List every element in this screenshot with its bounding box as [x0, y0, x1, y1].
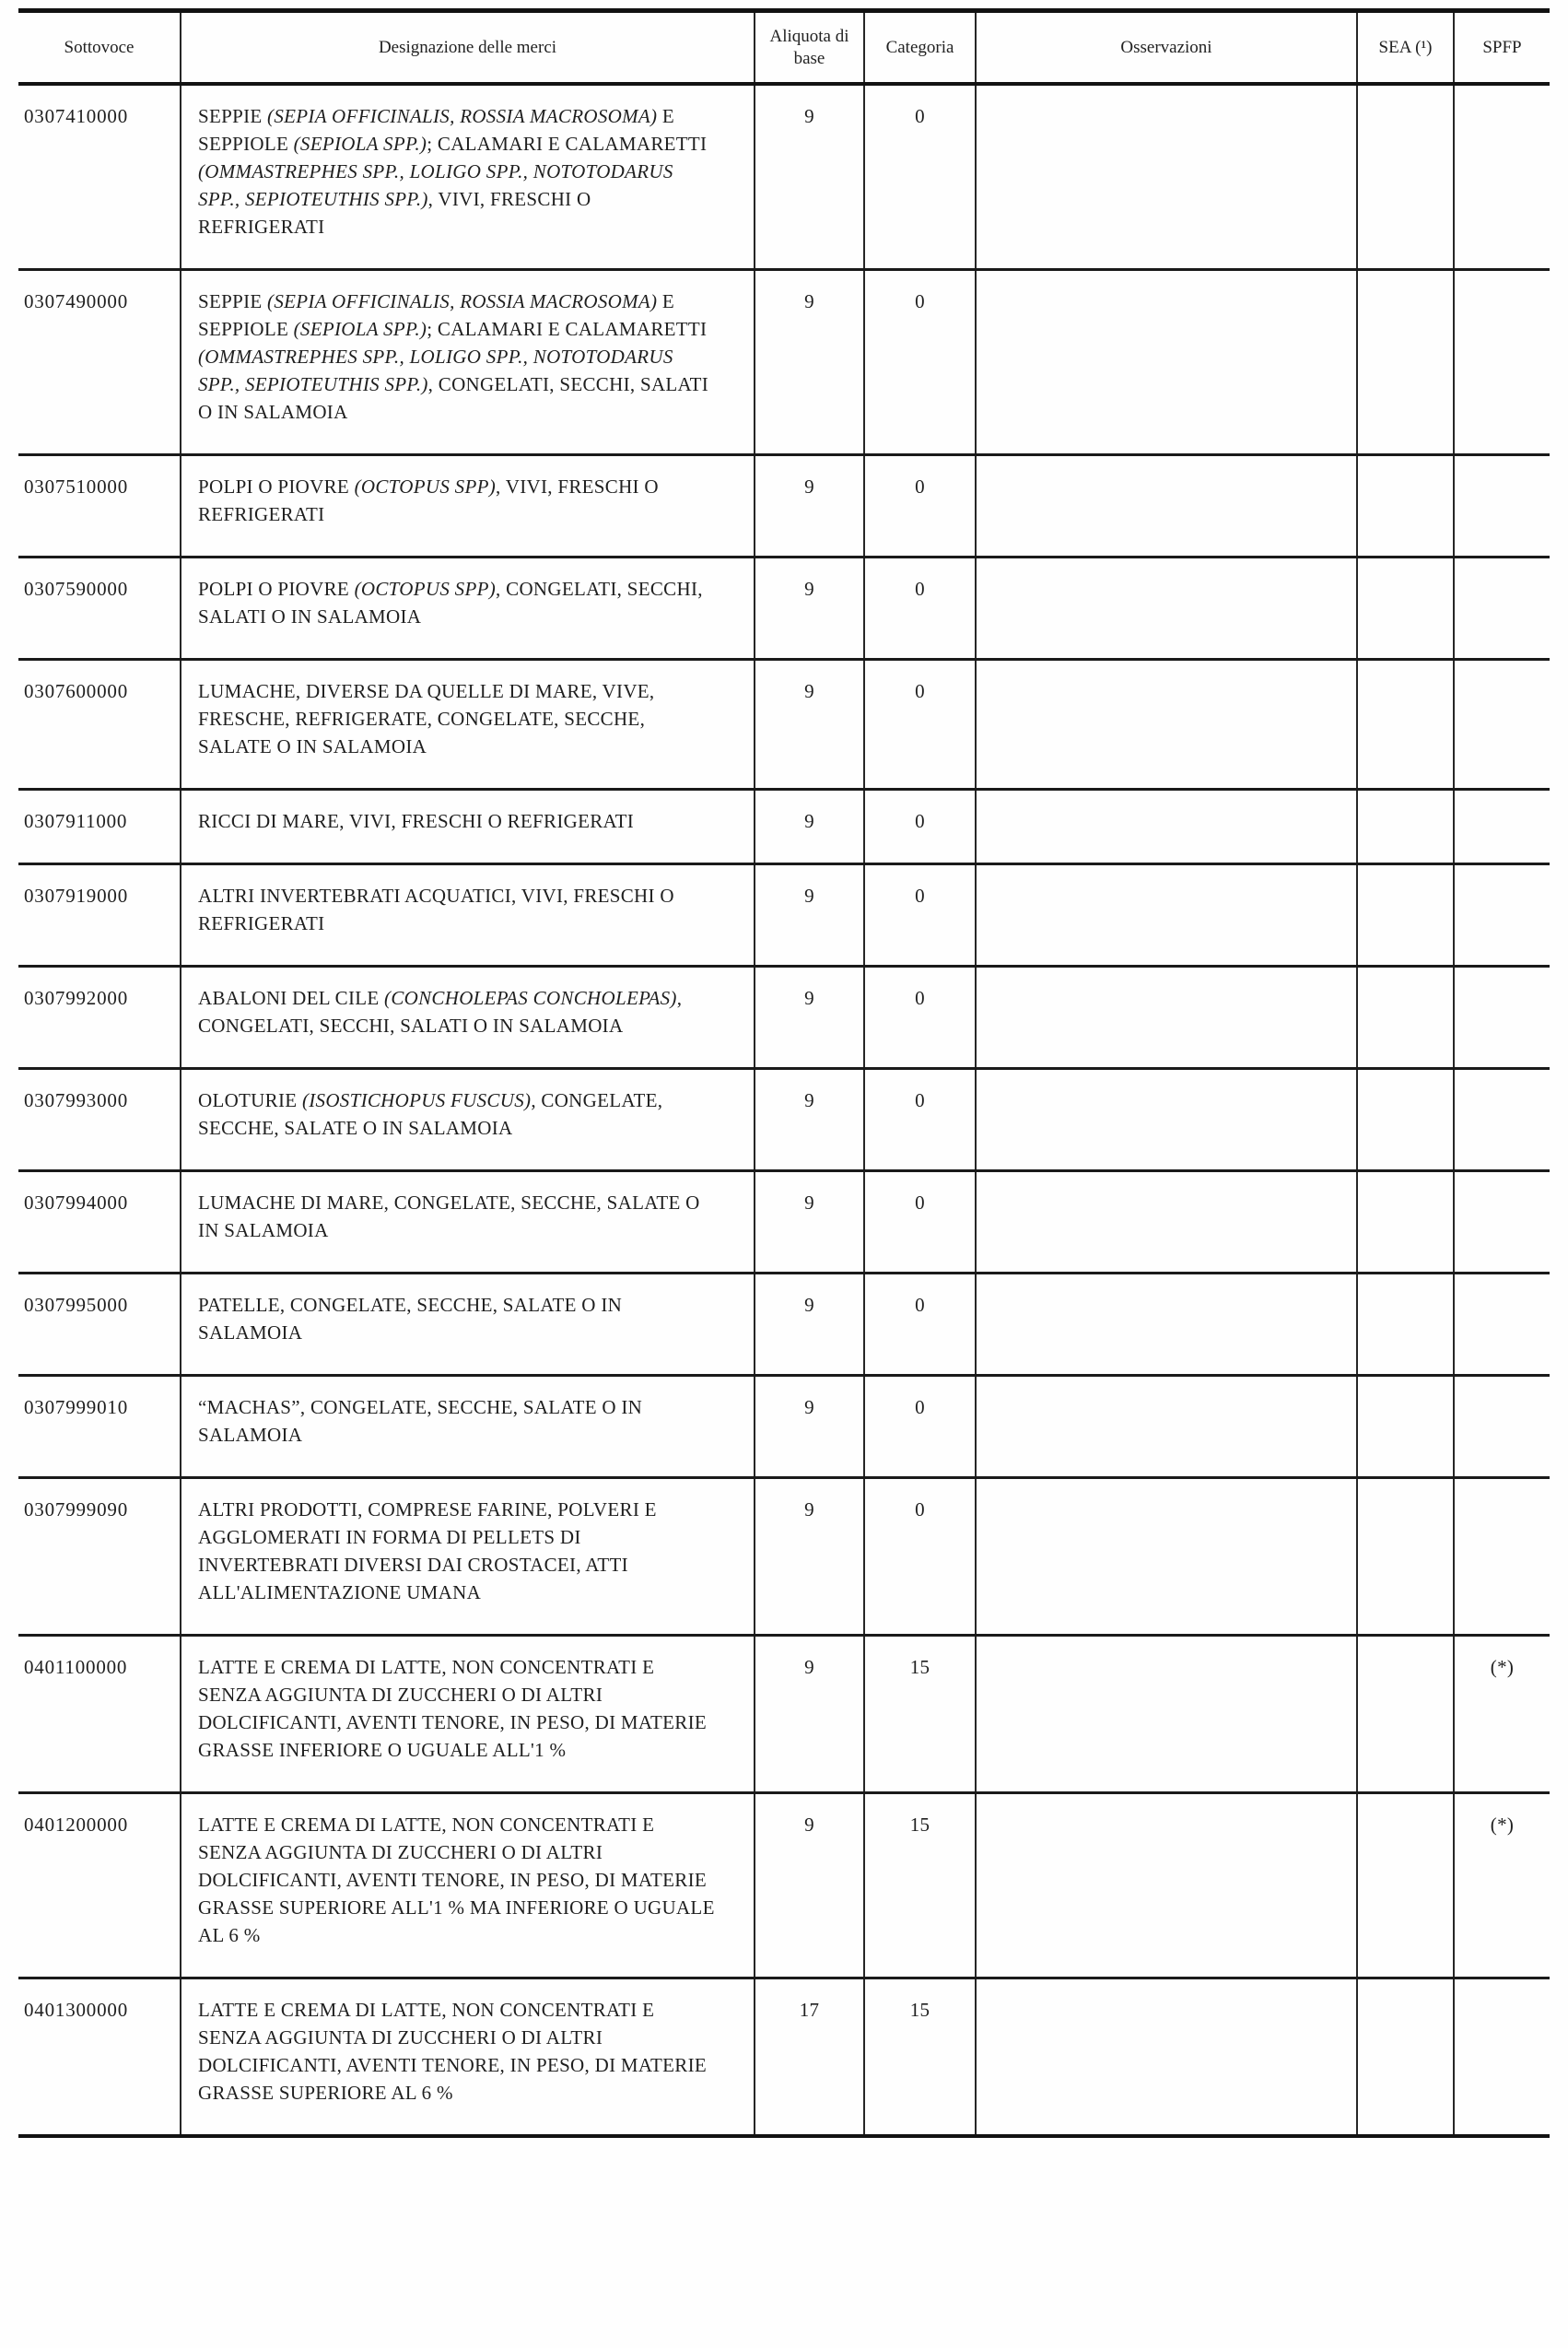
sea-cell [1356, 968, 1453, 1067]
sottovoce-cell: 0307994000 [24, 1192, 128, 1214]
sottovoce-cell: 0307911000 [24, 810, 128, 832]
aliquota-cell: 9 [754, 86, 863, 268]
sea-cell [1356, 1479, 1453, 1634]
categoria-cell: 0 [863, 456, 975, 556]
osservazioni-cell [975, 86, 1356, 268]
osservazioni-cell [975, 791, 1356, 863]
table-body [18, 86, 1550, 2138]
table-row [18, 1070, 1550, 1172]
osservazioni-cell [975, 661, 1356, 788]
spfp-cell [1453, 1479, 1550, 1634]
osservazioni-cell [975, 865, 1356, 965]
osservazioni-cell [975, 1377, 1356, 1476]
table-row [18, 791, 1550, 865]
spfp-cell [1453, 558, 1550, 658]
designazione-cell: “MACHAS”, CONGELATE, SECCHE, SALATE O IN SALAMOIA [180, 1377, 754, 1476]
categoria-cell: 15 [863, 1794, 975, 1977]
categoria-cell: 0 [863, 558, 975, 658]
table-row [18, 661, 1550, 791]
categoria-cell: 0 [863, 1172, 975, 1272]
table-row [18, 968, 1550, 1070]
designazione-cell: SEPPIE (SEPIA OFFICINALIS, ROSSIA MACROSOMA) E SEPPIOLE (SEPIOLA SPP.); CALAMARI E CALAMARETTI (OMMASTREPHES SPP., LOLIGO SPP., NOTOTODARUS SPP., SEPIOTEUTHIS SPP.), VIVI, FRESCHI O REFRIGERATI [180, 86, 754, 268]
aliquota-cell: 9 [754, 1070, 863, 1169]
spfp-cell: (*) [1453, 1794, 1550, 1977]
designazione-cell: ALTRI PRODOTTI, COMPRESE FARINE, POLVERI E AGGLOMERATI IN FORMA DI PELLETS DI INVERTEBRATI DIVERSI DAI CROSTACEI, ATTI ALL'ALIMENTAZIONE UMANA [180, 1479, 754, 1634]
designazione-cell: LATTE E CREMA DI LATTE, NON CONCENTRATI E SENZA AGGIUNTA DI ZUCCHERI O DI ALTRI DOLCIFICANTI, AVENTI TENORE, IN PESO, DI MATERIE GRASSE INFERIORE O UGUALE ALL'1 % [180, 1637, 754, 1791]
table-row [18, 1637, 1550, 1794]
sea-cell [1356, 661, 1453, 788]
osservazioni-cell [975, 271, 1356, 453]
sea-cell [1356, 456, 1453, 556]
spfp-cell [1453, 865, 1550, 965]
osservazioni-cell [975, 456, 1356, 556]
spfp-cell [1453, 86, 1550, 268]
sea-cell [1356, 558, 1453, 658]
osservazioni-cell [975, 1794, 1356, 1977]
categoria-cell: 0 [863, 86, 975, 268]
osservazioni-cell [975, 1479, 1356, 1634]
table-row [18, 1479, 1550, 1637]
sea-cell [1356, 1794, 1453, 1977]
sea-cell [1356, 1637, 1453, 1791]
aliquota-cell: 9 [754, 1377, 863, 1476]
tariff-table [18, 8, 1550, 2138]
designazione-cell: ALTRI INVERTEBRATI ACQUATICI, VIVI, FRESCHI O REFRIGERATI [180, 865, 754, 965]
designazione-cell: LUMACHE DI MARE, CONGELATE, SECCHE, SALATE O IN SALAMOIA [180, 1172, 754, 1272]
sea-cell [1356, 1979, 1453, 2134]
osservazioni-cell [975, 1070, 1356, 1169]
sottovoce-cell: 0307600000 [24, 680, 128, 702]
categoria-cell: 0 [863, 1479, 975, 1634]
categoria-cell: 15 [863, 1979, 975, 2134]
table-header-row [18, 13, 1550, 86]
sottovoce-cell: 0307510000 [24, 475, 128, 498]
sottovoce-cell: 0307490000 [24, 290, 128, 312]
spfp-cell [1453, 1172, 1550, 1272]
sea-cell [1356, 271, 1453, 453]
aliquota-cell: 9 [754, 865, 863, 965]
categoria-cell: 0 [863, 1377, 975, 1476]
table-row [18, 1794, 1550, 1979]
spfp-cell [1453, 271, 1550, 453]
sottovoce-cell: 0307995000 [24, 1294, 128, 1316]
sottovoce-cell: 0307590000 [24, 578, 128, 600]
sottovoce-cell: 0307999090 [24, 1498, 128, 1520]
osservazioni-cell [975, 1274, 1356, 1374]
spfp-cell [1453, 661, 1550, 788]
column-header-designazione: Designazione delle merci [180, 13, 754, 82]
osservazioni-cell [975, 1637, 1356, 1791]
aliquota-cell: 9 [754, 1794, 863, 1977]
spfp-cell: (*) [1453, 1637, 1550, 1791]
sottovoce-cell: 0401100000 [24, 1656, 128, 1678]
designazione-cell: RICCI DI MARE, VIVI, FRESCHI O REFRIGERATI [180, 791, 754, 863]
designazione-cell: LATTE E CREMA DI LATTE, NON CONCENTRATI E SENZA AGGIUNTA DI ZUCCHERI O DI ALTRI DOLCIFICANTI, AVENTI TENORE, IN PESO, DI MATERIE GRASSE SUPERIORE ALL'1 % MA INFERIORE O UGUALE AL 6 % [180, 1794, 754, 1977]
aliquota-cell: 9 [754, 558, 863, 658]
table-row [18, 1274, 1550, 1377]
designazione-cell: LATTE E CREMA DI LATTE, NON CONCENTRATI E SENZA AGGIUNTA DI ZUCCHERI O DI ALTRI DOLCIFICANTI, AVENTI TENORE, IN PESO, DI MATERIE GRASSE SUPERIORE AL 6 % [180, 1979, 754, 2134]
table-row [18, 456, 1550, 558]
designazione-cell: LUMACHE, DIVERSE DA QUELLE DI MARE, VIVE, FRESCHE, REFRIGERATE, CONGELATE, SECCHE, SALATE O IN SALAMOIA [180, 661, 754, 788]
column-header-sea: SEA (¹) [1356, 13, 1453, 82]
column-header-sottovoce: Sottovoce [64, 37, 135, 57]
sottovoce-cell: 0307410000 [24, 105, 128, 127]
categoria-cell: 0 [863, 1070, 975, 1169]
sea-cell [1356, 1070, 1453, 1169]
table-row [18, 1979, 1550, 2138]
sea-cell [1356, 1377, 1453, 1476]
sea-cell [1356, 791, 1453, 863]
table-row [18, 1172, 1550, 1274]
aliquota-cell: 9 [754, 968, 863, 1067]
table-row [18, 86, 1550, 271]
designazione-cell: PATELLE, CONGELATE, SECCHE, SALATE O IN SALAMOIA [180, 1274, 754, 1374]
osservazioni-cell [975, 1979, 1356, 2134]
table-row [18, 865, 1550, 968]
table-row [18, 558, 1550, 661]
sottovoce-cell: 0307919000 [24, 885, 128, 907]
spfp-cell [1453, 1070, 1550, 1169]
sea-cell [1356, 1172, 1453, 1272]
aliquota-cell: 9 [754, 271, 863, 453]
aliquota-cell: 9 [754, 1172, 863, 1272]
categoria-cell: 0 [863, 791, 975, 863]
spfp-cell [1453, 456, 1550, 556]
spfp-cell [1453, 1377, 1550, 1476]
designazione-cell: POLPI O PIOVRE (OCTOPUS SPP), CONGELATI, SECCHI, SALATI O IN SALAMOIA [180, 558, 754, 658]
table-row [18, 1377, 1550, 1479]
sea-cell [1356, 86, 1453, 268]
sea-cell [1356, 865, 1453, 965]
sottovoce-cell: 0401200000 [24, 1814, 128, 1836]
table-row [18, 271, 1550, 456]
categoria-cell: 0 [863, 1274, 975, 1374]
designazione-cell: ABALONI DEL CILE (CONCHOLEPAS CONCHOLEPAS), CONGELATI, SECCHI, SALATI O IN SALAMOIA [180, 968, 754, 1067]
osservazioni-cell [975, 968, 1356, 1067]
spfp-cell [1453, 1274, 1550, 1374]
osservazioni-cell [975, 558, 1356, 658]
spfp-cell [1453, 968, 1550, 1067]
designazione-cell: SEPPIE (SEPIA OFFICINALIS, ROSSIA MACROSOMA) E SEPPIOLE (SEPIOLA SPP.); CALAMARI E CALAMARETTI (OMMASTREPHES SPP., LOLIGO SPP., NOTOTODARUS SPP., SEPIOTEUTHIS SPP.), CONGELATI, SECCHI, SALATI O IN SALAMOIA [180, 271, 754, 453]
sottovoce-cell: 0307999010 [24, 1396, 128, 1418]
column-header-osservazioni: Osservazioni [975, 13, 1356, 82]
categoria-cell: 0 [863, 271, 975, 453]
aliquota-cell: 9 [754, 1479, 863, 1634]
spfp-cell [1453, 1979, 1550, 2134]
column-header-spfp: SPFP [1453, 13, 1550, 82]
aliquota-cell: 9 [754, 791, 863, 863]
aliquota-cell: 9 [754, 1274, 863, 1374]
categoria-cell: 0 [863, 968, 975, 1067]
aliquota-cell: 9 [754, 661, 863, 788]
designazione-cell: POLPI O PIOVRE (OCTOPUS SPP), VIVI, FRESCHI O REFRIGERATI [180, 456, 754, 556]
sottovoce-cell: 0401300000 [24, 1999, 128, 2021]
column-header-categoria: Categoria [863, 13, 975, 82]
categoria-cell: 0 [863, 865, 975, 965]
aliquota-cell: 9 [754, 1637, 863, 1791]
designazione-cell: OLOTURIE (ISOSTICHOPUS FUSCUS), CONGELATE, SECCHE, SALATE O IN SALAMOIA [180, 1070, 754, 1169]
aliquota-cell: 9 [754, 456, 863, 556]
aliquota-cell: 17 [754, 1979, 863, 2134]
categoria-cell: 15 [863, 1637, 975, 1791]
sottovoce-cell: 0307992000 [24, 987, 128, 1009]
sea-cell [1356, 1274, 1453, 1374]
osservazioni-cell [975, 1172, 1356, 1272]
spfp-cell [1453, 791, 1550, 863]
column-header-aliquota: Aliquota di base [754, 13, 863, 82]
categoria-cell: 0 [863, 661, 975, 788]
sottovoce-cell: 0307993000 [24, 1089, 128, 1111]
